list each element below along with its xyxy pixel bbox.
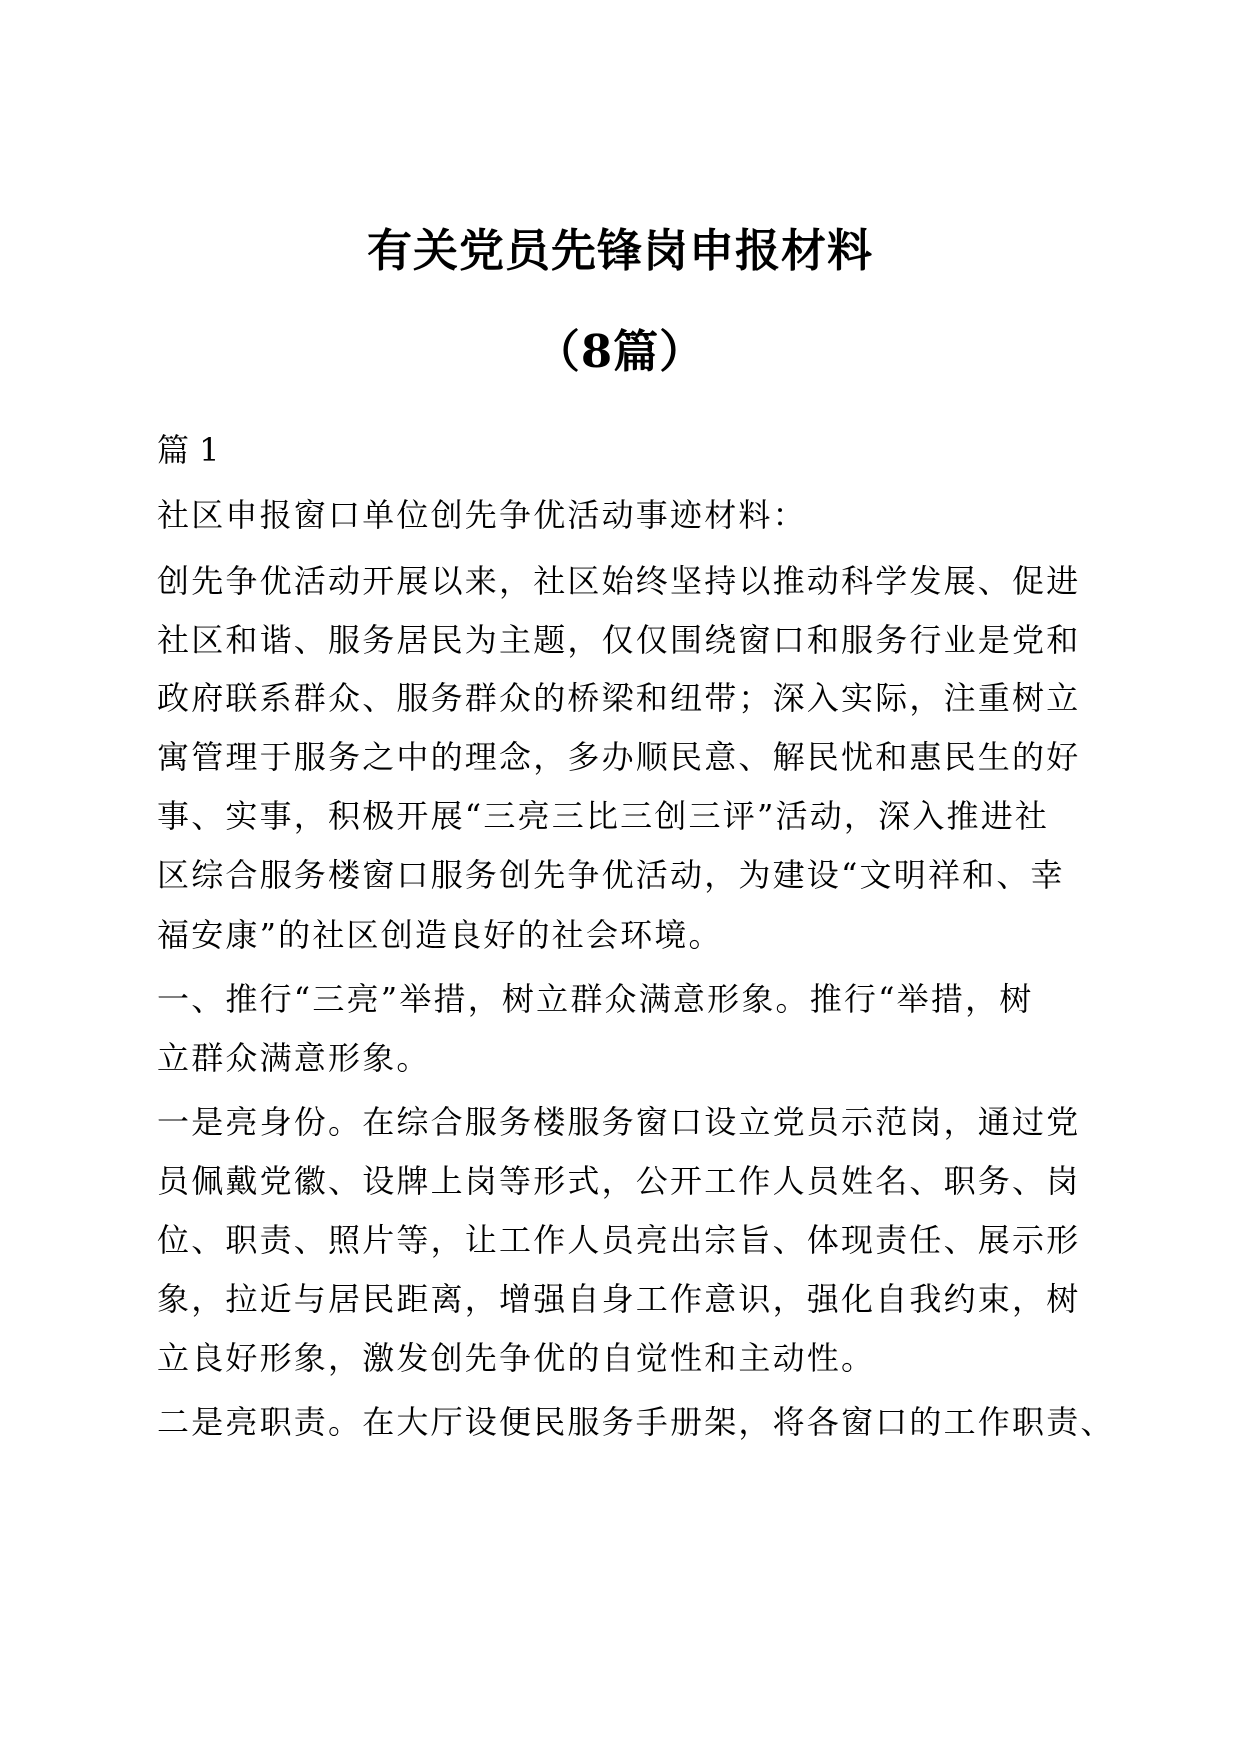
paragraph-line: 政府联系群众、服务群众的桥梁和纽带；深入实际，注重树立 [157,679,1081,717]
paragraph-line: 社区申报窗口单位创先争优活动事迹材料： [157,496,807,534]
paragraph-line: 事、实事，积极开展“三亮三比三创三评”活动，深入推进社 [157,797,1050,835]
paragraph-line: 二是亮职责。在大厅设便民服务手册架，将各窗口的工作职责、 [157,1403,1115,1441]
paragraph-line: 位、职责、照片等，让工作人员亮出宗旨、体现责任、展示形 [157,1221,1081,1259]
paragraph-line: 象，拉近与居民距离，增强自身工作意识，强化自我约束，树 [157,1280,1081,1318]
paragraph-line: 区综合服务楼窗口服务创先争优活动，为建设“文明祥和、幸 [157,856,1065,894]
document-subtitle: （8篇） [534,325,706,378]
paragraph-line: 社区和谐、服务居民为主题，仅仅围绕窗口和服务行业是党和 [157,621,1081,659]
paragraph-line: 员佩戴党徽、设牌上岗等形式，公开工作人员姓名、职务、岗 [157,1162,1081,1200]
paragraph-line: 一是亮身份。在综合服务楼服务窗口设立党员示范岗，通过党 [157,1103,1081,1141]
document-title: 有关党员先锋岗申报材料 [366,224,873,277]
paragraph-line: 寓管理于服务之中的理念，多办顺民意、解民忧和惠民生的好 [157,738,1081,776]
paragraph-line: 立群众满意形象。 [157,1039,431,1077]
section-label: 篇 1 [157,431,220,469]
paragraph-line: 创先争优活动开展以来，社区始终坚持以推动科学发展、促进 [157,562,1081,600]
paragraph-line: 一、推行“三亮”举措，树立群众满意形象。推行“举措，树 [157,980,1034,1018]
paragraph-line: 福安康”的社区创造良好的社会环境。 [157,916,723,954]
paragraph-line: 立良好形象，激发创先争优的自觉性和主动性。 [157,1339,876,1377]
